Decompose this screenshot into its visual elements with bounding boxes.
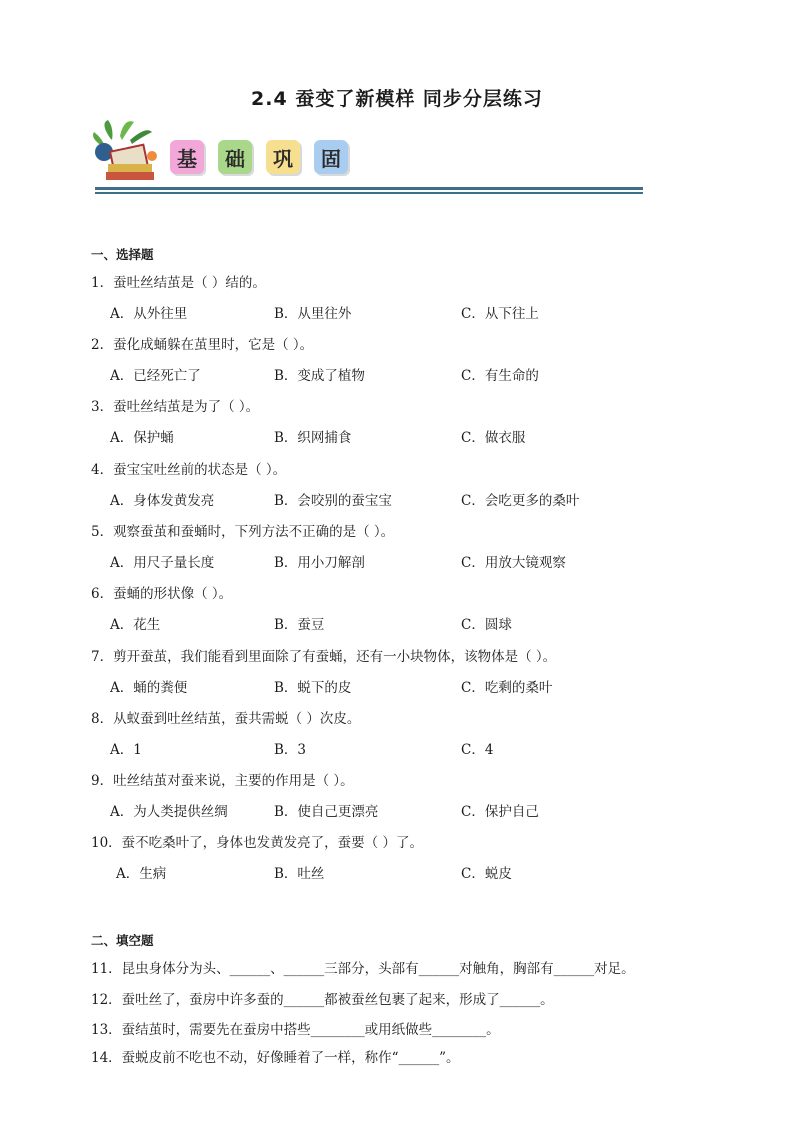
divider-line (95, 192, 643, 194)
banner-tile: 固 (314, 140, 348, 174)
banner-tile: 础 (218, 140, 252, 174)
answer-option: C．蜕皮 (461, 866, 512, 882)
question-stem: 9．吐丝结茧对蚕来说，主要的作用是（ ）。 (91, 773, 354, 789)
answer-option: A．保护蛹 (110, 430, 174, 446)
answer-option: B．蚕豆 (274, 617, 325, 633)
fill-question: 12．蚕吐丝了，蚕房中许多蚕的______都被蚕丝包裹了起来，形成了______。 (91, 992, 554, 1008)
answer-option: B．织网捕食 (274, 430, 352, 446)
answer-option: A．已经死亡了 (110, 368, 201, 384)
section-heading-choice: 一、选择题 (91, 247, 154, 262)
answer-option: B．从里往外 (274, 306, 352, 322)
fill-question: 14．蚕蜕皮前不吃也不动，好像睡着了一样，称作“______”。 (91, 1050, 460, 1066)
answer-option: A．从外往里 (110, 306, 188, 322)
answer-option: A．1 (110, 742, 142, 758)
question-stem: 10．蚕不吃桑叶了，身体也发黄发亮了，蚕要（ ）了。 (91, 835, 423, 851)
fill-question: 11．昆虫身体分为头、______、______三部分，头部有______对触角，胸部有______对足。 (91, 961, 635, 977)
banner-tiles (170, 140, 348, 174)
answer-option: C．4 (461, 742, 494, 758)
answer-option: B．蜕下的皮 (274, 680, 352, 696)
answer-option: B．用小刀解剖 (274, 555, 365, 571)
answer-option: C．会吃更多的桑叶 (461, 493, 580, 509)
answer-option: C．吃剩的桑叶 (461, 680, 553, 696)
divider-line (95, 187, 643, 190)
page-title: 2.4 蚕变了新模样 同步分层练习 (251, 88, 543, 110)
answer-option: C．保护自己 (461, 804, 539, 820)
answer-option: A．为人类提供丝绸 (110, 804, 228, 820)
answer-option: A．生病 (116, 866, 167, 882)
question-stem: 8．从蚁蚕到吐丝结茧，蚕共需蜕（ ）次皮。 (91, 711, 361, 727)
answer-option: B．变成了植物 (274, 368, 365, 384)
answer-option: C．从下往上 (461, 306, 539, 322)
question-stem: 4．蚕宝宝吐丝前的状态是（ ）。 (91, 462, 287, 478)
question-stem: 5．观察蚕茧和蚕蛹时，下列方法不正确的是（ ）。 (91, 524, 395, 540)
answer-option: A．用尺子量长度 (110, 555, 215, 571)
question-stem: 2．蚕化成蛹躲在茧里时，它是（ ）。 (91, 337, 314, 353)
banner-tile: 巩 (266, 140, 300, 174)
section-banner (90, 118, 650, 198)
answer-option: C．圆球 (461, 617, 512, 633)
answer-option: C．用放大镜观察 (461, 555, 566, 571)
answer-option: B．会咬别的蚕宝宝 (274, 493, 392, 509)
fill-question: 13．蚕结茧时，需要先在蚕房中搭些________或用纸做些________。 (91, 1022, 500, 1038)
answer-option: B．3 (274, 742, 307, 758)
section-heading-fill: 二、填空题 (91, 933, 154, 948)
question-stem: 1．蚕吐丝结茧是（ ）结的。 (91, 275, 266, 291)
answer-option: A．蛹的粪便 (110, 680, 188, 696)
question-stem: 6．蚕蛹的形状像（ ）。 (91, 586, 233, 602)
banner-tile: 基 (170, 140, 204, 174)
answer-option: A．花生 (110, 617, 161, 633)
answer-option: C．有生命的 (461, 368, 539, 384)
answer-option: C．做衣服 (461, 430, 526, 446)
answer-option: B．吐丝 (274, 866, 325, 882)
question-stem: 7．剪开蚕茧，我们能看到里面除了有蚕蛹，还有一小块物体，该物体是（ ）。 (91, 649, 557, 665)
question-stem: 3．蚕吐丝结茧是为了（ ）。 (91, 399, 260, 415)
answer-option: B．使自己更漂亮 (274, 804, 379, 820)
answer-option: A．身体发黄发亮 (110, 493, 215, 509)
books-plant-illustration (90, 118, 162, 184)
